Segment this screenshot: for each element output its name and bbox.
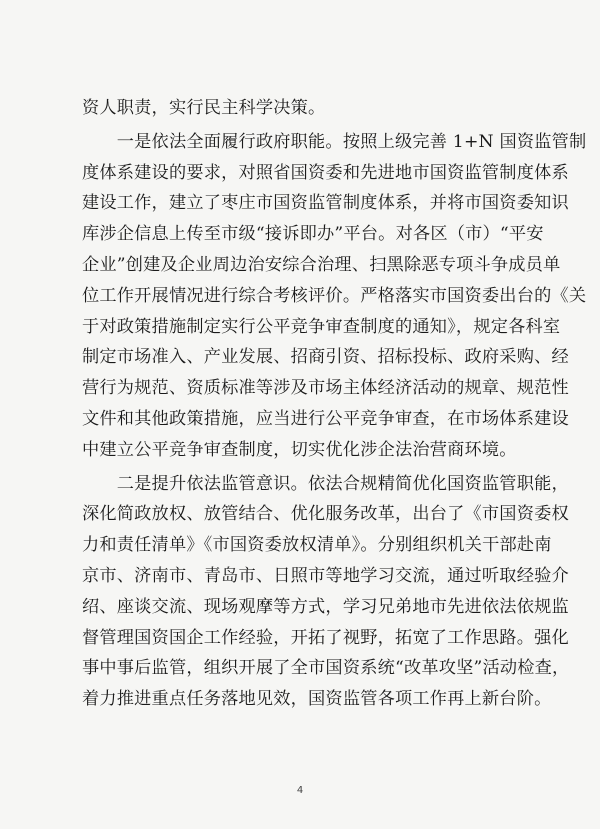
paragraph-2-line: 督管理国资国企工作经验，开拓了视野，拓宽了工作思路。强化	[82, 627, 569, 648]
page-number: 4	[296, 785, 304, 796]
paragraph-2-line: 事中事后监管，组织开展了全市国资系统“改革攻坚”活动检查，	[82, 658, 570, 679]
paragraph-2-line: 力和责任清单》《市国资委放权清单》。分别组织机关干部赴南	[82, 535, 552, 556]
paragraph-2-line: 绍、座谈交流、现场观摩等方式，学习兄弟地市先进依法依规监	[82, 596, 569, 617]
paragraph-2-line: 深化简政放权、放管结合、优化服务改革，出台了《市国资委权	[82, 504, 569, 525]
paragraph-1-line: 库涉企信息上传至市级“接诉即办”平台。对各区（市）“平安	[82, 224, 544, 245]
paragraph-1-line: 一是依法全面履行政府职能。按照上级完善 1+N 国资监管制	[82, 131, 587, 152]
paragraph-2-line: 京市、济南市、青岛市、日照市等地学习交流，通过听取经验介	[82, 565, 569, 586]
paragraph-2-line: 着力推进重点任务落地见效，国资监管各项工作再上新台阶。	[82, 689, 552, 710]
text-line: 资人职责，实行民主科学决策。	[82, 98, 326, 118]
paragraph-1-line: 文件和其他政策措施，应当进行公平竞争审查，在市场体系建设	[82, 408, 569, 429]
paragraph-1-line: 位工作开展情况进行综合考核评价。严格落实市国资委出台的《关	[82, 285, 587, 306]
paragraph-1-line: 度体系建设的要求，对照省国资委和先进地市国资监管制度体系	[82, 162, 569, 183]
paragraph-1-line: 营行为规范、资质标准等涉及市场主体经济活动的规章、规范性	[82, 378, 569, 399]
paragraph-1-line: 企业”创建及企业周边治安综合治理、扫黑除恶专项斗争成员单	[82, 254, 561, 275]
body-text	[82, 93, 587, 715]
paragraph-1-line: 制定市场准入、产业发展、招商引资、招标投标、政府采购、经	[82, 347, 569, 368]
paragraph-1-line: 建设工作，建立了枣庄市国资监管制度体系，并将市国资委知识	[82, 193, 569, 214]
paragraph-2-line: 二是提升依法监管意识。依法合规精简优化国资监管职能，	[82, 473, 569, 494]
paragraph-1-line: 中建立公平竞争审查制度，切实优化涉企法治营商环境。	[82, 439, 517, 460]
paragraph-1-line: 于对政策措施制定实行公平竞争审查制度的通知》，规定各科室	[82, 316, 561, 337]
